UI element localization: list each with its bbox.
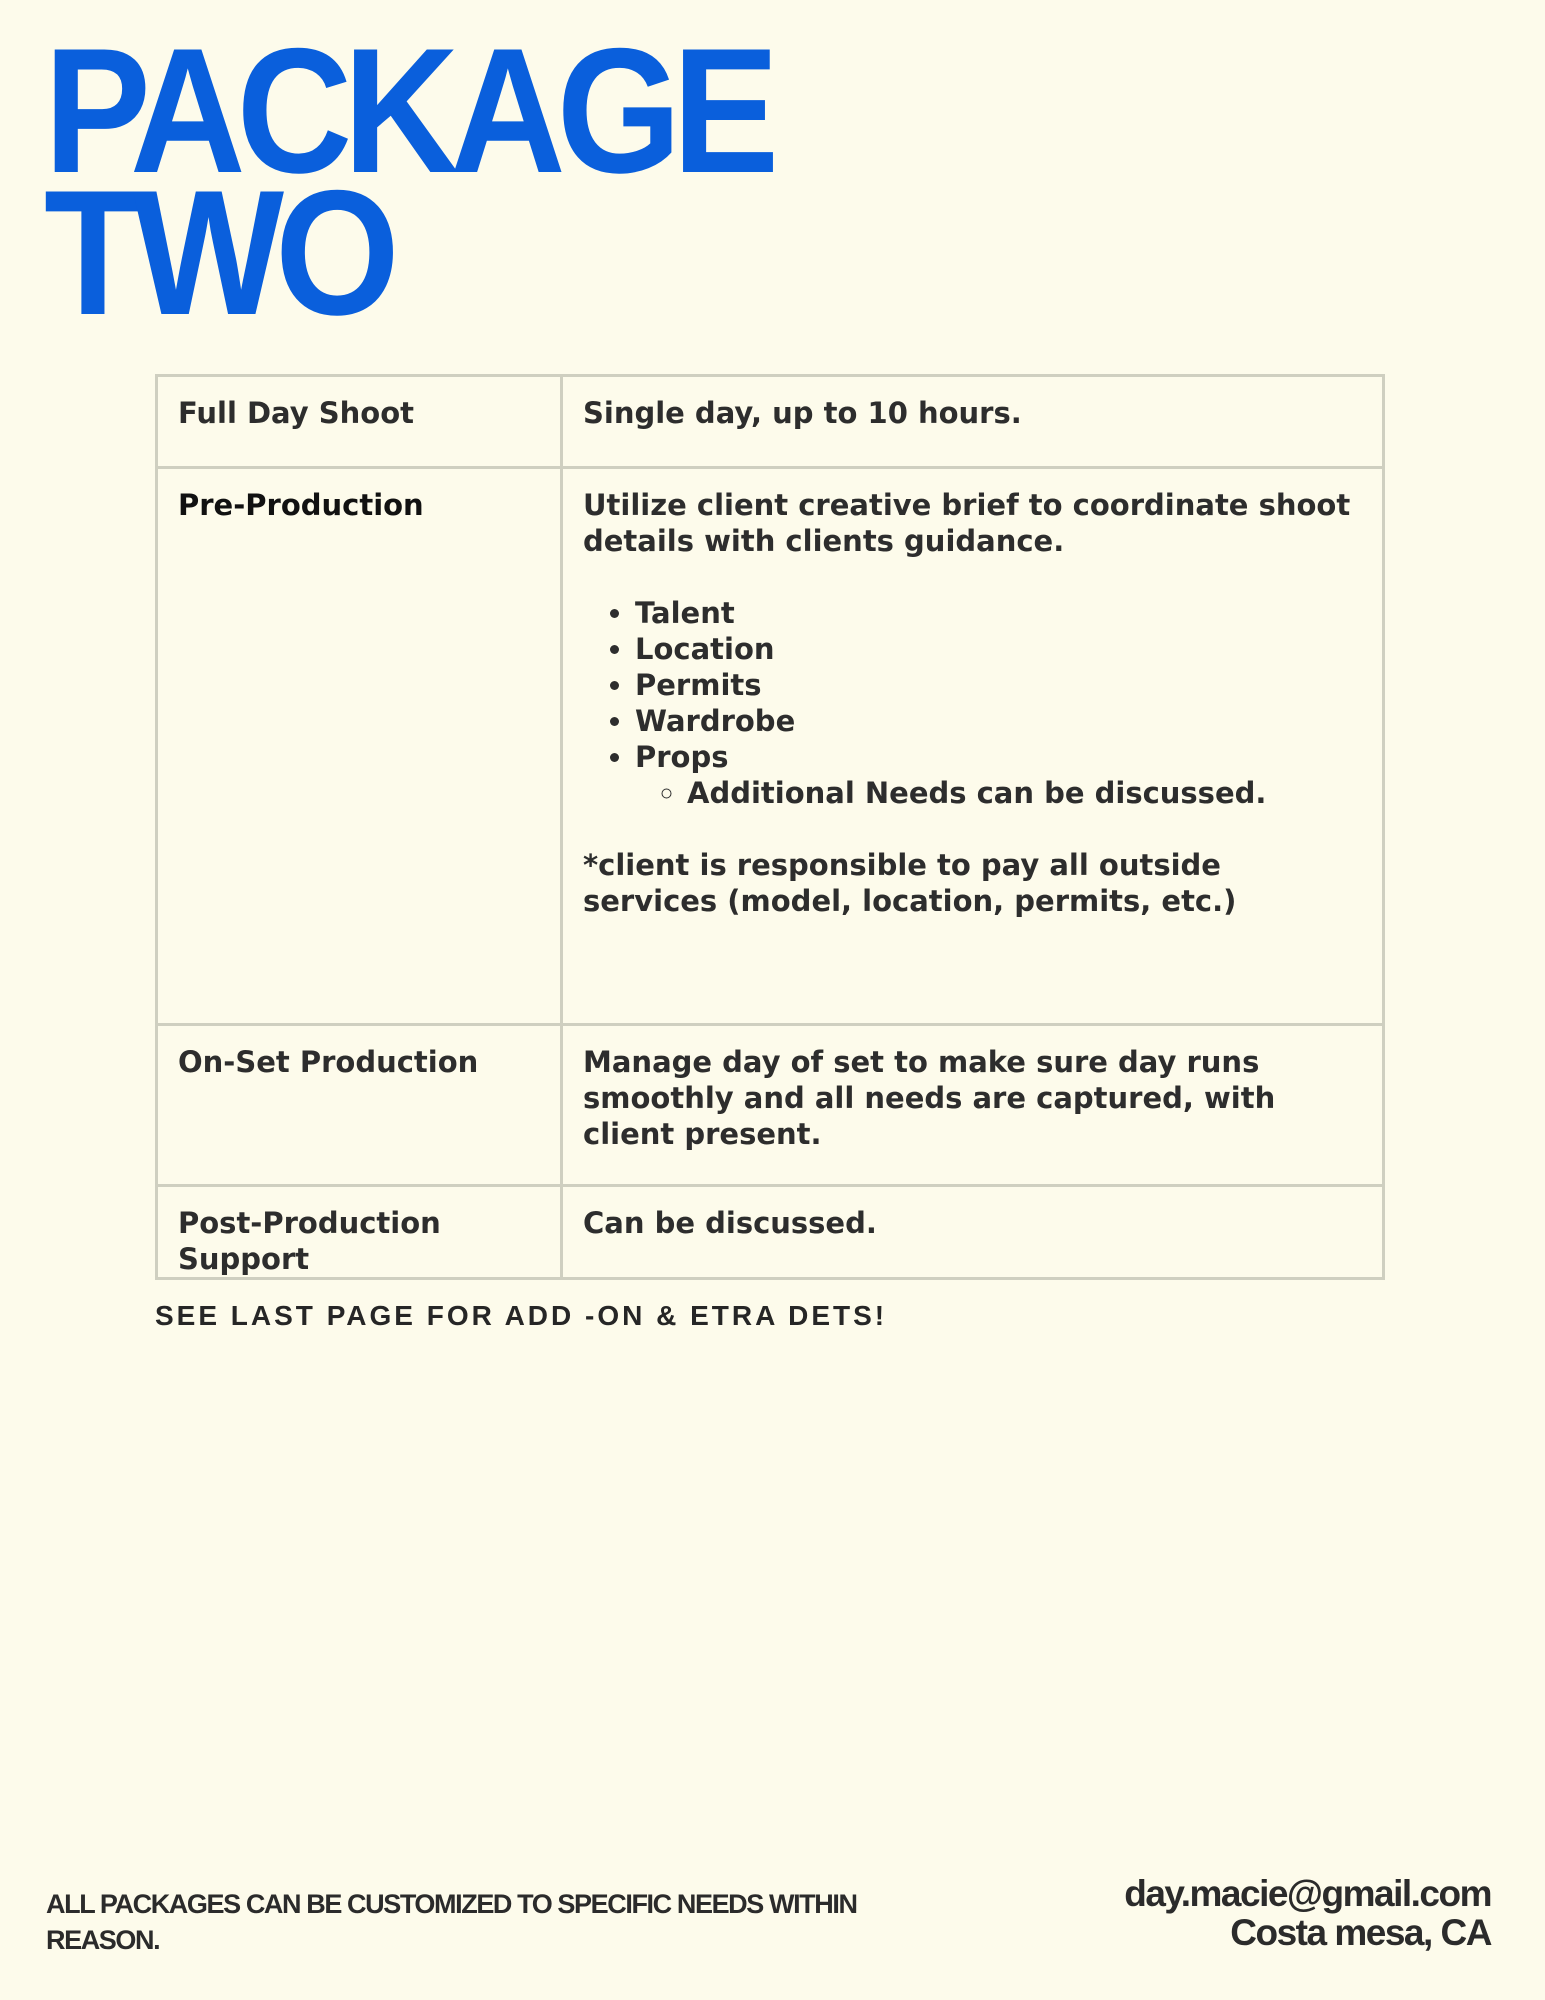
title-line-2: TWO [44,153,391,352]
row-description: Can be discussed. [562,1186,1384,1279]
list-item: • Talent [635,595,1362,631]
sub-list [635,775,1362,811]
table-row [157,1025,1384,1186]
contact-block [1124,1874,1491,1952]
list-item: • Permits [635,667,1362,703]
table-row [157,468,1384,1025]
contact-location: Costa mesa, CA [1230,1912,1491,1953]
see-last-page-note: SEE LAST PAGE FOR ADD -ON & ETRA DETS! [155,1300,888,1331]
row-description: Single day, up to 10 hours. [562,376,1384,468]
footer-disclaimer: ALL PACKAGES CAN BE CUSTOMIZED TO SPECIFIC NEEDS WITHIN REASON. [46,1889,857,1955]
client-note: *client is responsible to pay all outside services (model, location, permits, etc.) [583,848,1237,918]
list-item-props [635,739,1362,811]
row-label: Post-Production Support [157,1186,562,1279]
row-label: Full Day Shoot [157,376,562,468]
package-table [155,374,1385,1280]
sub-list-item: ◦ Additional Needs can be discussed. [687,775,1362,811]
row-description: Utilize client creative brief to coordinate shoot details with clients guidance. [583,488,1351,558]
contact-email: day.macie@gmail.com [1124,1873,1491,1914]
needs-list [583,595,1362,811]
table-row [157,1186,1384,1279]
list-item-label: Props [635,740,729,774]
list-item: • Location [635,631,1362,667]
table-row [157,376,1384,468]
row-label: Pre-Production [157,468,562,1025]
list-item: • Wardrobe [635,703,1362,739]
title-line-1: PACKAGE [44,11,771,210]
row-description-cell [562,468,1384,1025]
row-description: Manage day of set to make sure day runs smoothly and all needs are captured, with client present. [562,1025,1384,1186]
page-title [44,11,771,352]
row-label: On-Set Production [157,1025,562,1186]
